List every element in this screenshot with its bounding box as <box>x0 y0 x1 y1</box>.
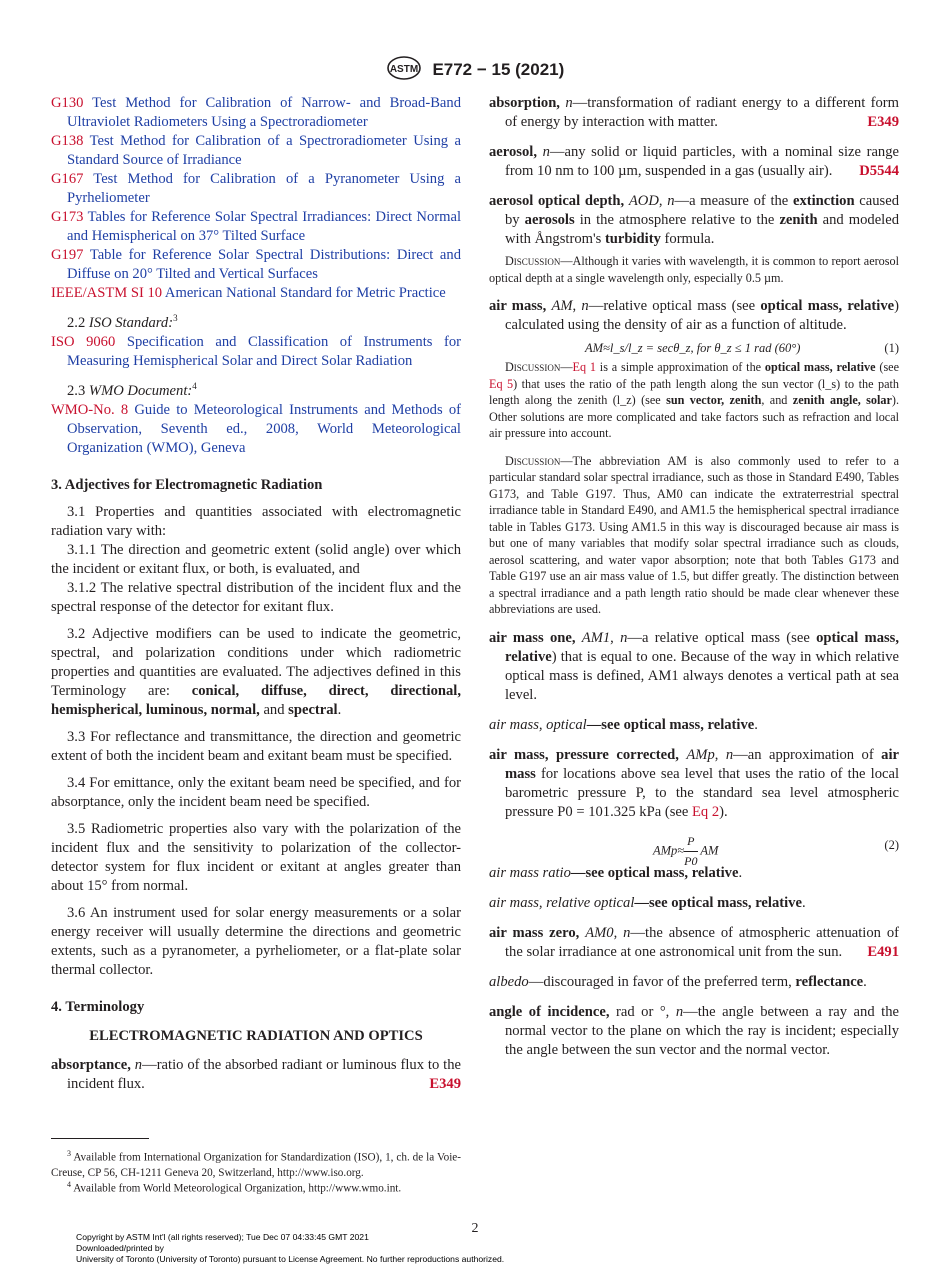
ref-code-link[interactable]: G173 <box>51 209 84 225</box>
standard-link[interactable]: E491 <box>867 943 899 960</box>
def-end: . <box>863 973 867 990</box>
wmo-heading-num: 2.3 <box>67 382 86 399</box>
def-part: —an approximation of <box>733 746 882 763</box>
equation-number: (1) <box>884 341 899 355</box>
ref-si10 <box>51 284 461 303</box>
term-pos: n <box>620 629 628 646</box>
wmo-heading <box>67 377 461 401</box>
term-name: air mass, pressure corrected, <box>489 746 679 763</box>
fraction-numerator: P <box>684 832 697 852</box>
def-part: ) calculated using the density of air as a function of altitude. <box>505 298 899 333</box>
para-3-2 <box>51 625 461 720</box>
discussion-text: is a simple approximation of the <box>595 360 765 374</box>
term-name: air mass ratio <box>489 864 571 881</box>
discussion-label: Discussion <box>505 453 561 468</box>
document-designation: E772 − 15 (2021) <box>432 59 565 79</box>
para-3-2-end: . <box>337 701 342 718</box>
keyword: optical mass, relative <box>607 864 739 881</box>
page-header <box>0 56 950 85</box>
adjective-spectral: spectral <box>288 701 338 718</box>
term-pos: n <box>667 193 675 209</box>
ref-wmo8 <box>51 401 461 458</box>
term-unit: rad or °, <box>616 1003 670 1020</box>
keyword: aerosols <box>524 212 575 228</box>
def-part: —a relative optical mass (see <box>627 629 817 646</box>
keyword: zenith <box>779 212 818 228</box>
def-part: ). <box>719 803 728 820</box>
ref-code-link[interactable]: IEEE/ASTM SI 10 <box>51 285 163 301</box>
fraction-denominator: P0 <box>684 853 698 868</box>
term-definition: —the absence of atmospheric attenuation of the solar irradiance at one astronomical unit from the sun. <box>505 924 899 960</box>
equation-link[interactable]: Eq 1 <box>572 360 596 374</box>
term-definition: —ratio of the absorbed radiant or luminous flux to the incident flux. <box>67 1056 462 1092</box>
term-air-mass-optical <box>489 716 899 735</box>
footnote-rule <box>51 1138 149 1139</box>
def-part: ) that is equal to one. Because of the way in which relative optical mass is defined, AM1 always denotes a vertical path at sea level. <box>505 648 899 703</box>
equation-body <box>653 832 718 871</box>
para-3-1: 3.1 Properties and quantities associated with electromagnetic radiation vary with: <box>51 503 461 539</box>
section-4-subtitle: ELECTROMAGNETIC RADIATION AND OPTICS <box>89 1027 423 1044</box>
footnote-text: Available from World Meteorological Organization, http://www.wmo.int. <box>73 1182 402 1195</box>
ref-title-link[interactable]: Tables for Reference Solar Spectral Irradiances: Direct Normal and Hemispherical on 37° Tilted Surface <box>67 209 462 244</box>
para-3-1-1: 3.1.1 The direction and geometric extent (solid angle) over which the incident or exitant flux, or both, is evaluated, and <box>51 541 461 577</box>
keyword: optical mass, relative <box>671 894 802 911</box>
astm-logo-icon <box>386 56 422 85</box>
equation-number: (2) <box>884 837 899 852</box>
term-name: angle of incidence, <box>489 1003 610 1020</box>
term-abbr: AM1 <box>581 629 611 646</box>
discussion-airmass-1: Discussion—Eq 1 is a simple approximation of the optical mass, relative (see Eq 5) that uses the ratio of the path length along the sun vector (l_s) to the path length along the zenith (l_z) (see sun vector, zenith, and zenith angle, solar). Other solutions are more complicated and take factors such as refraction and local air pressure into account. <box>489 360 900 440</box>
discussion-text: ). Other solutions are more complicated and take factors such as refraction and local air pressure into account. <box>489 393 899 440</box>
ref-g138 <box>51 132 461 170</box>
keyword: air mass <box>505 746 900 782</box>
term-name: albedo <box>489 973 529 990</box>
ref-g130 <box>51 94 461 132</box>
term-name: aerosol optical depth, <box>489 193 625 209</box>
logo-text: ASTM <box>389 64 418 75</box>
def-part: —a measure of the <box>674 193 793 209</box>
footnote-num: 4 <box>67 1180 71 1189</box>
term-definition: —the angle between a ray and the normal vector to the plane on which the ray is incident; especially the angle between the sun vector and the normal vector. <box>505 1003 899 1058</box>
term-name: air mass, relative optical <box>489 894 635 911</box>
def-end: . <box>738 864 743 881</box>
section-3-title: 3. Adjectives for Electromagnetic Radiation <box>51 476 323 493</box>
keyword: optical mass, relative <box>760 298 895 314</box>
ref-code-link[interactable]: G197 <box>51 247 84 263</box>
term-name: absorptance, <box>51 1056 131 1073</box>
term-name: absorption, <box>489 95 560 111</box>
term-abbr: AOD <box>628 193 659 209</box>
license-line: University of Toronto (University of Toronto) pursuant to License Agreement. No further reproductions authorized. <box>76 1254 505 1264</box>
equation-2 <box>489 828 899 868</box>
para-3-6: 3.6 An instrument used for solar energy measurements or a solar energy receiver will usually determine the directions and geometric extents, such as a pyranometer, a pyrheliometer, or a flat-plate solar thermal collector. <box>51 904 461 978</box>
see-text: —see <box>570 864 608 881</box>
discussion-text: —Although it varies with wavelength, it is common to report aerosol optical depth at a single wavelength only, especially 0.5 µm. <box>489 254 899 285</box>
section-4-title: 4. Terminology <box>51 998 145 1015</box>
ref-title-link[interactable]: Table for Reference Solar Spectral Distributions: Direct and Diffuse on 20° Tilted and Vertical Surfaces <box>67 247 461 282</box>
para-3-3: 3.3 For reflectance and transmittance, the direction and geometric extent of both the incident beam and exitant beam must be specified. <box>51 728 461 764</box>
page-number: 2 <box>471 1221 479 1236</box>
ref-g173 <box>51 208 461 246</box>
keyword: reflectance <box>795 973 864 990</box>
keyword: optical mass, relative <box>505 629 900 665</box>
ref-iso9060 <box>51 333 461 371</box>
term-air-mass-zero: air mass zero, AM0, n—the absence of atmospheric attenuation of the solar irradiance at one astronomical unit from the sun. E491 <box>489 924 899 960</box>
term-air-mass-relative-optical <box>489 894 899 913</box>
def-part: and modeled with Ångstrom's <box>505 212 900 247</box>
term-name: air mass zero, <box>489 924 580 941</box>
term-aerosol-optical-depth: aerosol optical depth, AOD, n—a measure of the extinction caused by aerosols in the atmosphere relative to the zenith and modeled with Ångstrom's turbidity formula. <box>489 193 900 247</box>
term-angle-of-incidence <box>489 1003 899 1060</box>
ref-title-link[interactable]: Test Method for Calibration of Narrow- and Broad-Band Ultraviolet Radiometers Using a Spectroradiometer <box>67 95 461 130</box>
para-3-4: 3.4 For emittance, only the exitant beam need be specified, and for absorptance, only the incident beam need be specified. <box>51 774 461 810</box>
ref-code-link[interactable]: G138 <box>51 133 84 149</box>
term-name: air mass one, <box>489 629 576 646</box>
footnote-4 <box>51 1177 461 1197</box>
term-definition: —transformation of radiant energy to a different form of energy by interaction with matter. <box>505 95 899 130</box>
standard-link[interactable]: E349 <box>867 114 899 130</box>
left-column <box>51 94 461 1105</box>
keyword: sun vector, zenith <box>666 393 762 407</box>
def-part: for locations above sea level that uses the ratio of the local barometric pressure P, to the standard sea level atmospheric pressure P0 = 101.325 kPa (see <box>505 765 899 820</box>
def-end: . <box>801 894 806 911</box>
copyright-line: Copyright by ASTM Int'l (all rights reserved); Tue Dec 07 04:33:45 GMT 2021 <box>76 1232 369 1242</box>
discussion-aod <box>489 253 899 286</box>
standard-link[interactable]: D5544 <box>859 163 899 179</box>
footnote-ref-4[interactable]: 4 <box>192 380 197 391</box>
para-3-1-2: 3.1.2 The relative spectral distribution of the incident flux and the spectral response of the detector for exitant flux. <box>51 579 461 615</box>
term-name: air mass, optical <box>489 716 587 733</box>
discussion-text: (see <box>875 360 900 374</box>
keyword: turbidity <box>604 231 661 247</box>
keyword: optical mass, relative <box>623 716 755 733</box>
ref-title-link[interactable]: Guide to Meteorological Instruments and Methods of Observation, Seventh ed., 2008, World Meteorological Organization (WMO), Geneva <box>67 401 461 456</box>
see-text: —see <box>634 894 672 911</box>
equation-body: AM≈l_s/l_z = secθ_z, for θ_z ≤ 1 rad (60°) <box>585 341 801 355</box>
ref-g197 <box>51 246 461 284</box>
term-name: aerosol, <box>489 144 537 160</box>
ref-title-link[interactable]: Specification and Classification of Instruments for Measuring Hemispherical Solar and Direct Solar Radiation <box>67 333 461 369</box>
standard-link[interactable]: E349 <box>429 1075 461 1092</box>
see-text: —see <box>586 716 624 733</box>
para-3-5: 3.5 Radiometric properties also vary with the polarization of the incident flux and the sensitivity to polarization of the collector-detector system for flux incident or exitant at angles greater than about 15° from normal. <box>51 820 461 894</box>
keyword: optical mass, relative <box>764 360 876 374</box>
footnote-3 <box>51 1146 461 1181</box>
ref-title-link[interactable]: Test Method for Calibration of a Pyranometer Using a Pyrheliometer <box>67 171 461 206</box>
keyword: zenith angle, solar <box>792 393 892 407</box>
ref-code-link[interactable]: WMO-No. 8 <box>51 401 129 418</box>
discussion-label: Discussion <box>505 360 561 374</box>
term-aerosol <box>489 143 899 181</box>
wmo-heading-text: WMO Document: <box>88 382 193 399</box>
keyword: extinction <box>792 193 855 209</box>
eq-rhs: AM <box>700 842 719 857</box>
ref-code-link[interactable]: ISO 9060 <box>51 333 116 350</box>
right-column <box>489 94 899 1071</box>
term-abbr: AM <box>551 298 573 314</box>
term-albedo <box>489 973 899 992</box>
footnote-num: 3 <box>67 1149 71 1158</box>
term-pos: n <box>725 746 734 763</box>
term-air-mass-one: air mass one, AM1, n—a relative optical mass (see optical mass, relative) that is equal to one. Because of the way in which relative optical mass is defined, AM1 always denotes a vertical path at sea level. <box>489 629 900 703</box>
ref-code-link[interactable]: G130 <box>51 95 84 111</box>
term-pos: n <box>565 95 573 111</box>
def-end: . <box>754 716 758 733</box>
adjective-list: conical, diffuse, direct, directional, hemispherical, luminous, normal, <box>51 682 462 718</box>
term-air-mass-pressure-corrected: air mass, pressure corrected, AMp, n—an approximation of air mass for locations above sea level that uses the ratio of the local barometric pressure P, to the standard sea level atmospheric pressure P0 = 101.325 kPa (see Eq 2). <box>489 746 900 820</box>
def-part: —relative optical mass (see <box>588 298 761 314</box>
term-pos: n <box>623 924 631 941</box>
discussion-airmass-2 <box>489 453 899 618</box>
footnote-text: Available from International Organization for Standardization (ISO), 1, ch. de la Voie-Creuse, CP 56, CH-1211 Geneva 20, Switzerland, http://www.iso.org. <box>51 1151 461 1179</box>
ref-g167 <box>51 170 461 208</box>
equation-link[interactable]: Eq 5 <box>489 376 514 391</box>
term-pos: n <box>542 144 550 160</box>
term-pos: n <box>581 298 589 314</box>
discussion-text: , and <box>761 393 793 407</box>
para-3-2-and: and <box>259 701 289 718</box>
term-pos: n <box>675 1003 684 1020</box>
iso-heading <box>67 309 461 333</box>
discussion-text: —The abbreviation AM is also commonly used to refer to a particular standard solar spectral irradiance, such as those in Standard E490, Tables G173, and Table G197. Thus, AM0 can indicate the extraterrestrial spectral irradiance table in Standard E490, and AM1.5 the hemispherical spectral irradiance table in Tables G173. Using AM1.5 in this way is discouraged because air mass is but one of many variables that modify solar spectral irradiance such as clouds, aerosol scattering, and water vapor absorption; note that both Tables G173 and Table G197 use an air mass value of 1.5, but differ greatly. The distinction between a spectral irradiance and a path length ratio should be made clear whenever these abbreviations are used. <box>489 453 899 616</box>
term-abbr: AMp <box>686 746 715 763</box>
term-definition: —discouraged in favor of the preferred term, <box>528 973 796 990</box>
term-pos: n <box>134 1056 143 1073</box>
ref-code-link[interactable]: G167 <box>51 171 84 187</box>
def-part: formula. <box>660 231 715 247</box>
def-part: in the atmosphere relative to the <box>574 212 780 228</box>
footnote-ref-3[interactable]: 3 <box>173 313 178 323</box>
term-abbr: AM0 <box>585 924 614 941</box>
ref-title-link[interactable]: Test Method for Calibration of a Spectroradiometer Using a Standard Source of Irradiance <box>67 133 461 168</box>
term-name: air mass, <box>489 298 547 314</box>
term-air-mass: air mass, AM, n—relative optical mass (see optical mass, relative) calculated using the density of air as a function of altitude. <box>489 298 899 333</box>
equation-1 <box>489 339 899 359</box>
download-line: Downloaded/printed by <box>76 1243 164 1253</box>
equation-link[interactable]: Eq 2 <box>691 803 720 820</box>
eq-lhs: AMp≈ <box>653 842 685 857</box>
ref-title-link[interactable]: American National Standard for Metric Practice <box>164 285 446 301</box>
para-3-2-text: 3.2 Adjective modifiers can be used to indicate the geometric, spectral, and polarization conditions under which radiometric properties and quantities are evaluated. The adjectives defined in this Terminology are: <box>51 625 461 699</box>
term-absorption <box>489 94 899 132</box>
term-definition: —any solid or liquid particles, with a nominal size range from 10 nm to 100 µm, suspended in a gas (usually air). <box>505 144 899 179</box>
fraction <box>684 832 697 871</box>
iso-heading-text: ISO Standard: <box>88 314 174 331</box>
discussion-text: ) that uses the ratio of the path length along the sun vector (l_s) to the path length along the zenith (l_z) (see <box>489 376 899 407</box>
def-part: caused by <box>505 193 899 228</box>
iso-heading-num: 2.2 <box>67 314 86 331</box>
discussion-label: Discussion <box>505 254 561 268</box>
term-absorptance <box>51 1056 461 1094</box>
